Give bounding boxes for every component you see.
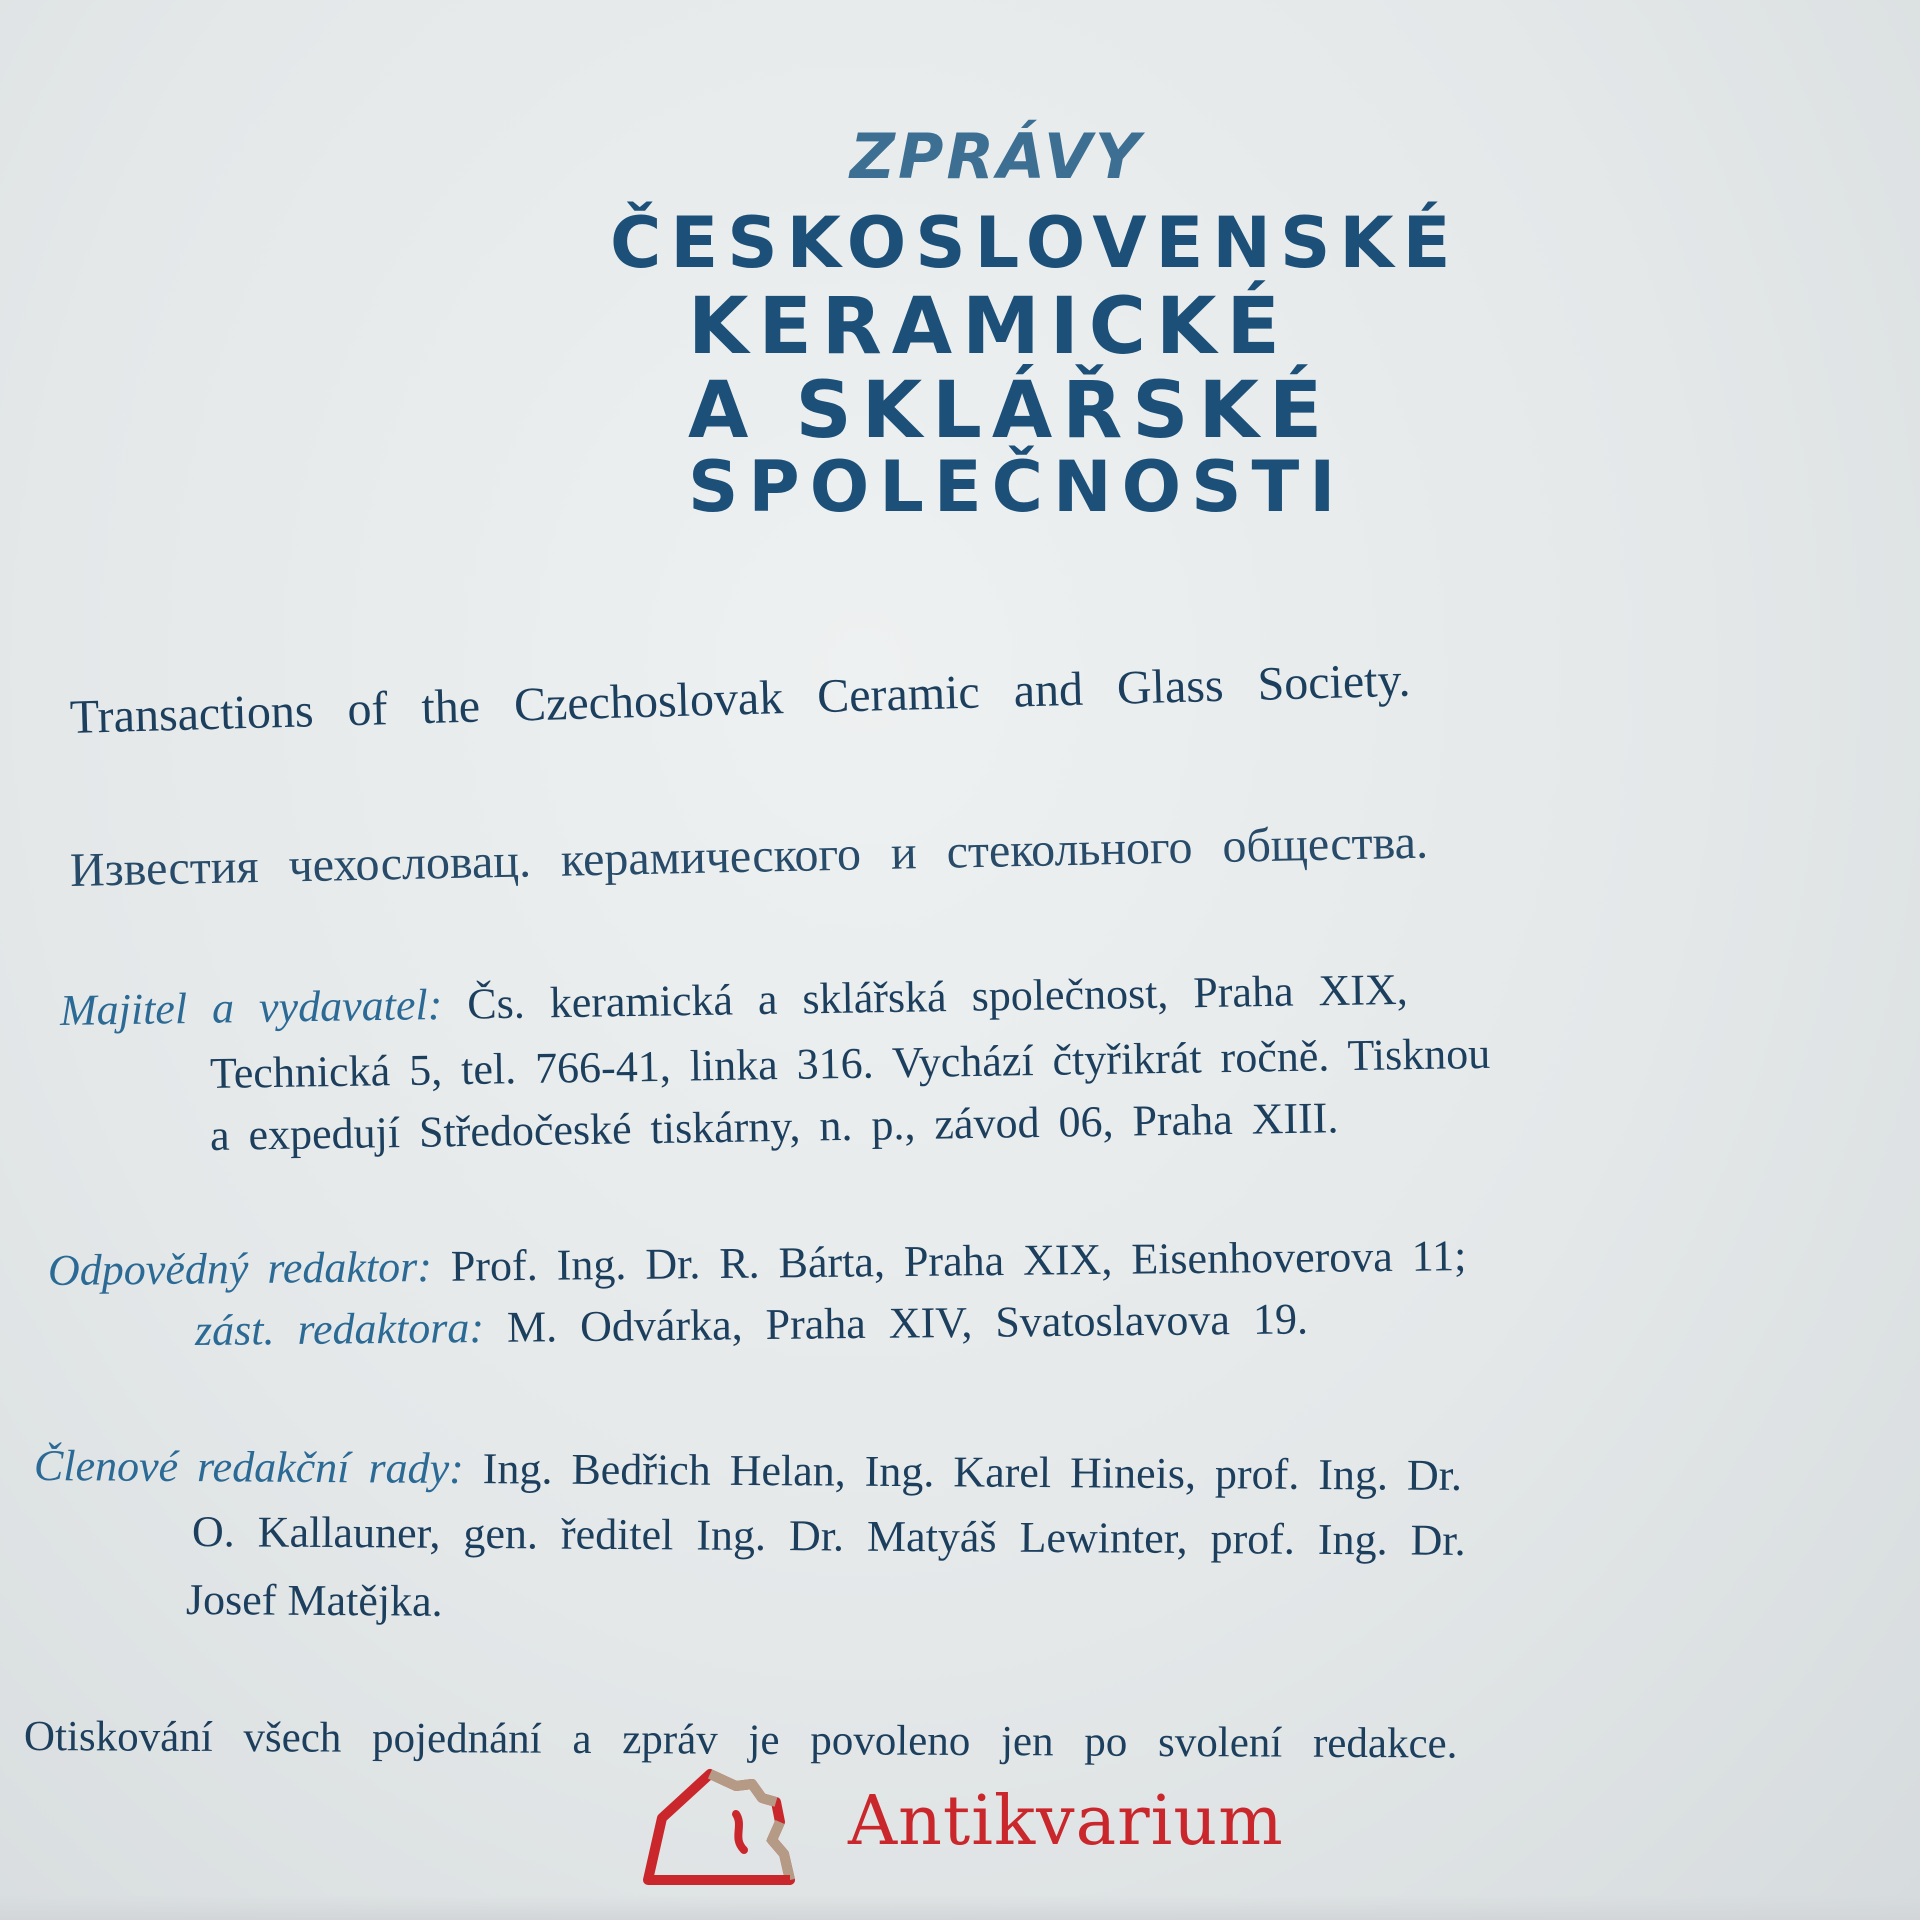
masthead-line-1: ČESKOSLOVENSKÉ xyxy=(610,202,1460,284)
page-bottom-edge xyxy=(0,1895,1920,1920)
editor-line xyxy=(48,1230,1467,1296)
publisher-line-2: Technická 5, tel. 766-41, linka 316. Vychází čtyřikrát ročně. Tisknou xyxy=(209,1028,1491,1098)
board-line-2: O. Kallauner, gen. ředitel Ing. Dr. Matyáš Lewinter, prof. Ing. Dr. xyxy=(191,1507,1466,1565)
antikvarium-logo-icon xyxy=(640,1762,840,1890)
subtitle-russian: Известия чехословац. керамического и стекольного общества. xyxy=(69,815,1429,897)
deputy-editor-label: zást. redaktora: xyxy=(194,1302,485,1355)
masthead-line-2: KERAMICKÉ xyxy=(688,282,1290,372)
publisher-line-3: a expedují Středočeské tiskárny, n. p., závod 06, Praha XIII. xyxy=(209,1093,1339,1160)
reprint-notice: Otiskování všech pojednání a zpráv je povoleno jen po svolení redakce. xyxy=(23,1713,1458,1768)
masthead-line-4: SPOLEČNOSTI xyxy=(688,446,1346,528)
publisher-text-1: Čs. keramická a sklářská společnost, Praha XIX, xyxy=(466,964,1409,1029)
board-label: Členové redakční rady: xyxy=(33,1441,464,1493)
publisher-line-1 xyxy=(60,964,1408,1036)
publisher-label: Majitel a vydavatel: xyxy=(59,979,443,1035)
subtitle-english: Transactions of the Czechoslovak Ceramic and Glass Society. xyxy=(69,653,1412,744)
deputy-editor-value: M. Odvárka, Praha XIV, Svatoslavova 19. xyxy=(506,1294,1309,1352)
deputy-editor-line xyxy=(195,1293,1308,1356)
masthead-small-title: ZPRÁVY xyxy=(850,120,1143,193)
board-line-1 xyxy=(34,1440,1462,1501)
masthead-line-3: A SKLÁŘSKÉ xyxy=(688,366,1333,456)
board-text-1: Ing. Bedřich Helan, Ing. Karel Hineis, prof. Ing. Dr. xyxy=(482,1444,1463,1500)
editor-label: Odpovědný redaktor: xyxy=(47,1241,433,1295)
editor-value: Prof. Ing. Dr. R. Bárta, Praha XIX, Eisenhoverova 11; xyxy=(450,1231,1467,1291)
watermark-text: Antikvarium xyxy=(848,1782,1284,1861)
board-line-3: Josef Matějka. xyxy=(185,1575,443,1626)
watermark xyxy=(640,1762,1300,1890)
